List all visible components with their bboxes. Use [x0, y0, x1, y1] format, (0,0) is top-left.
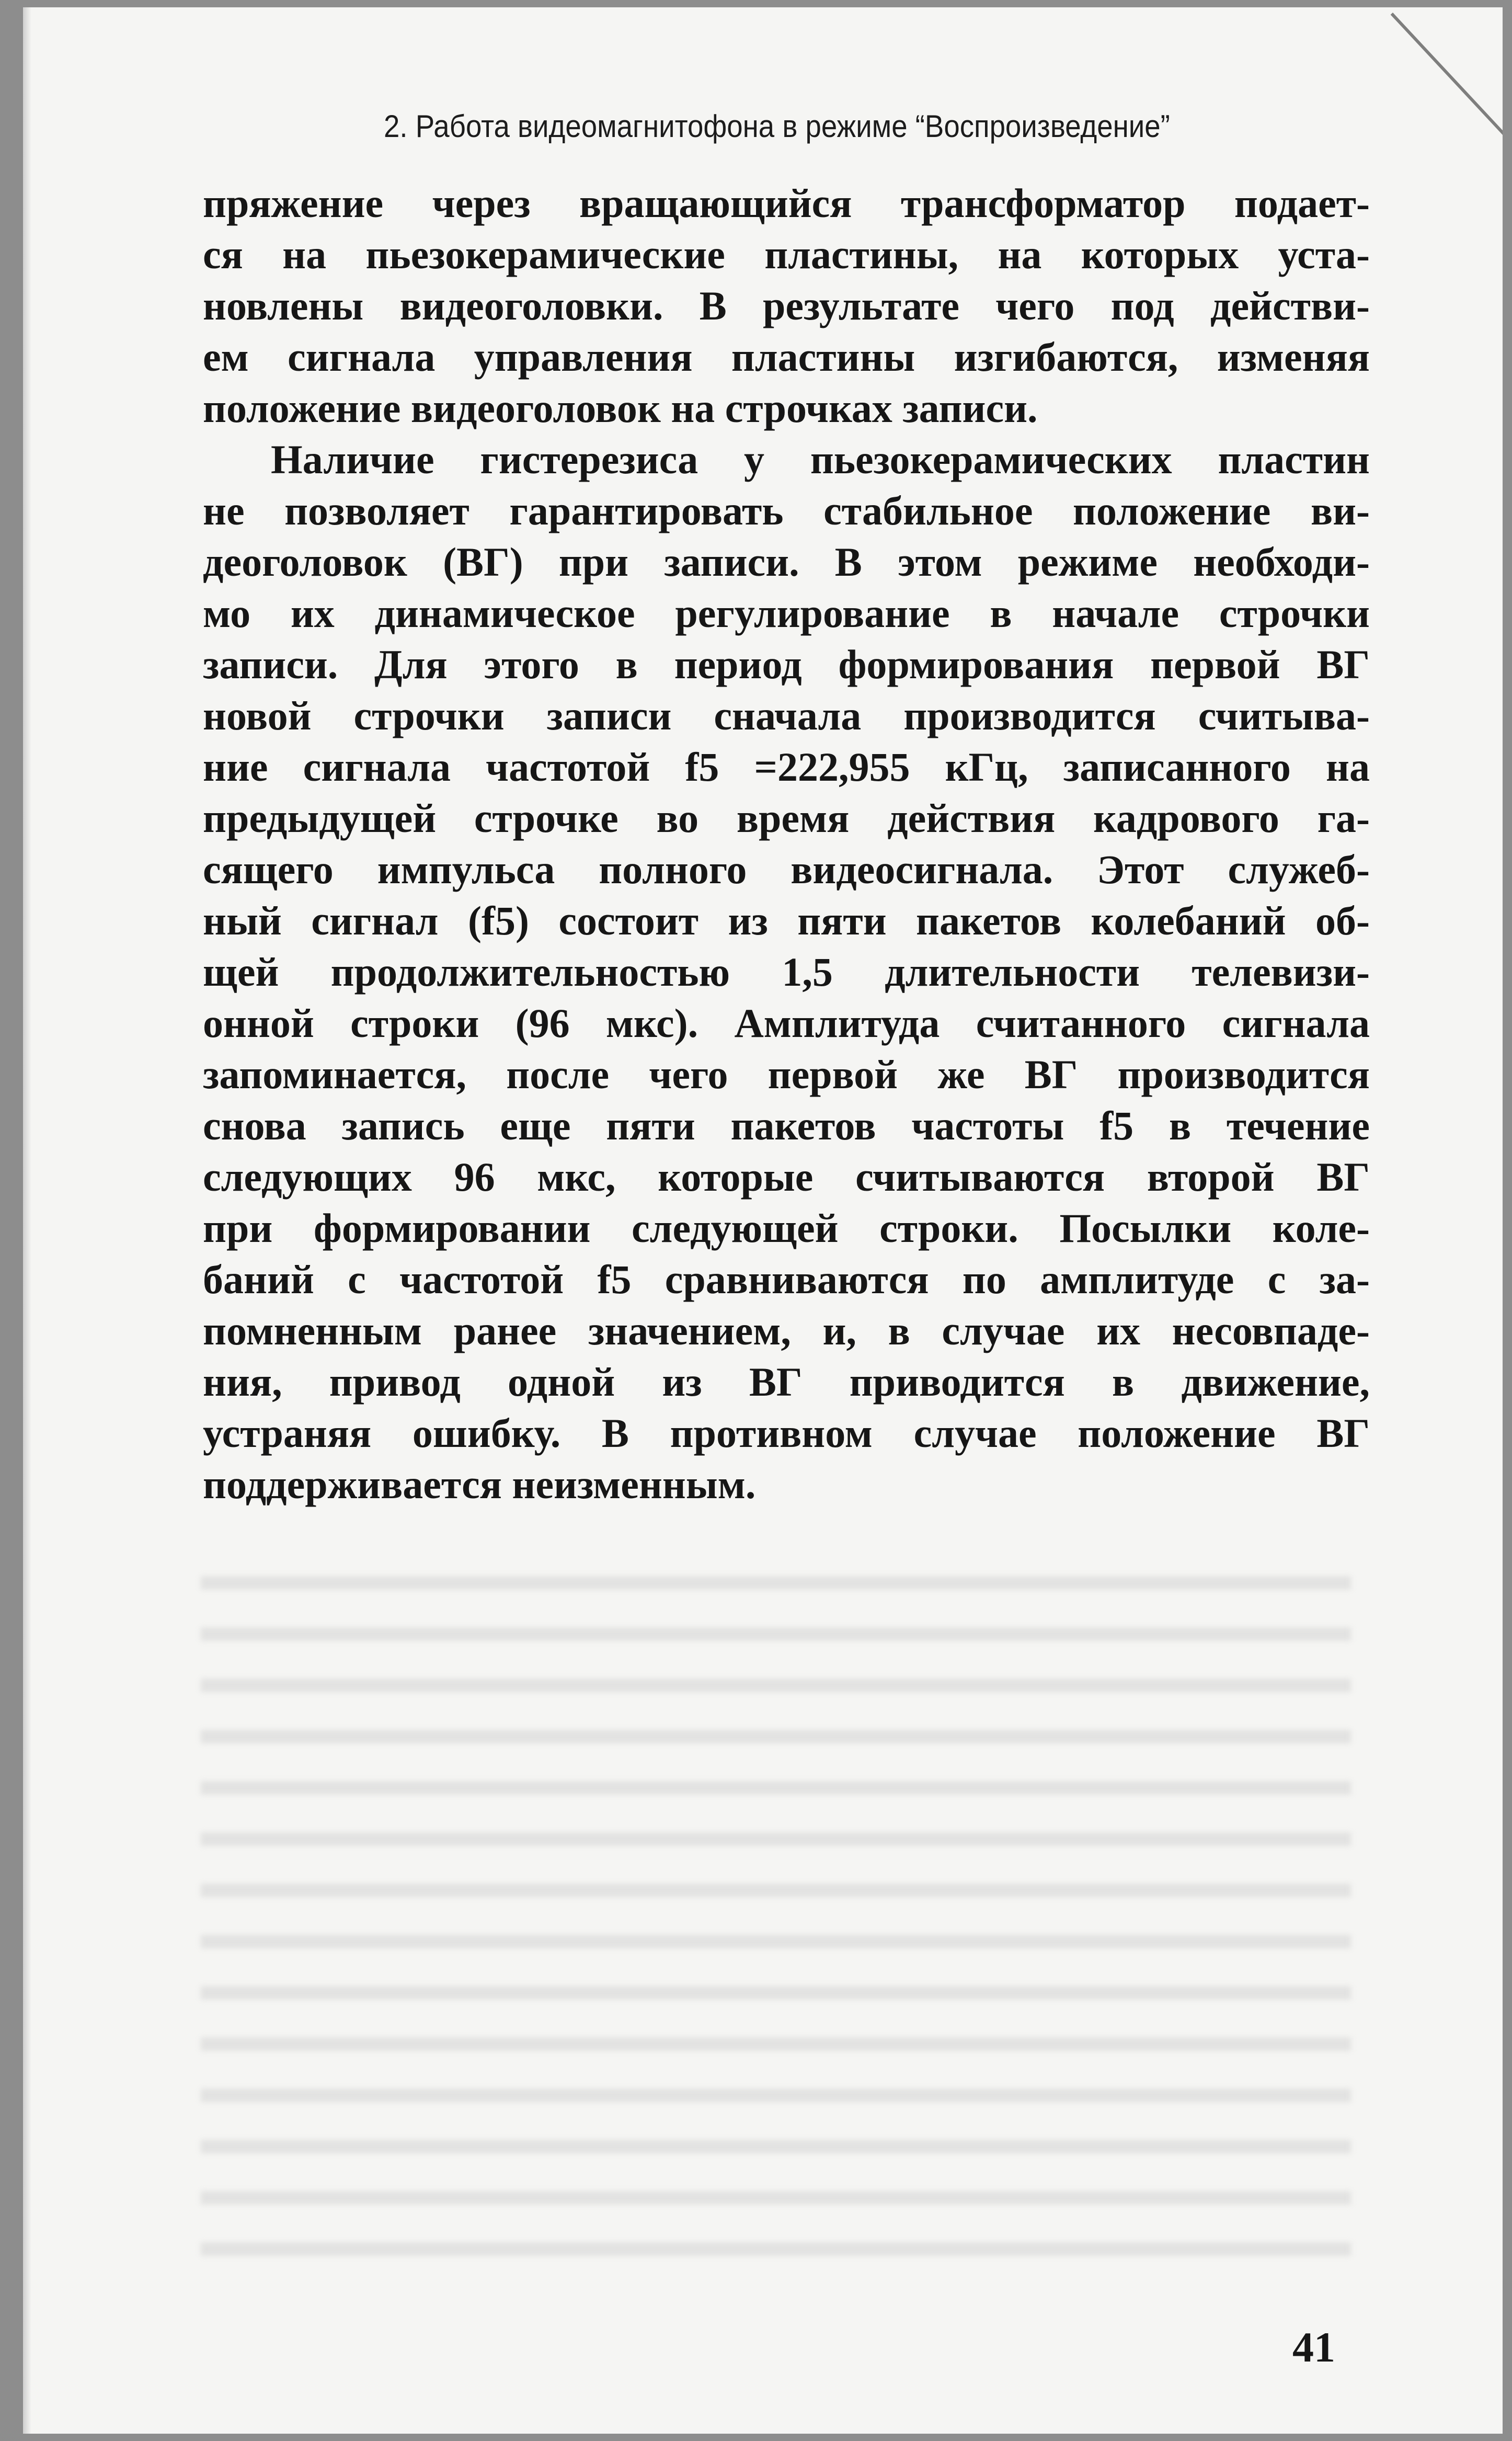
text-line: поддерживается неизменным.	[203, 1462, 756, 1507]
text-line: не позволяет гарантировать стабильное положение ви-	[203, 488, 1370, 533]
text-line: новлены видеоголовки. В результате чего под действи-	[203, 283, 1370, 328]
text-line: предыдущей строчке во время действия кадрового га-	[203, 795, 1370, 841]
text-line: ный сигнал (f5) состоит из пяти пакетов колебаний об-	[203, 898, 1370, 943]
text-line: ем сигнала управления пластины изгибаются, изменяя	[203, 334, 1370, 380]
text-line: пряжение через вращающийся трансформатор подает-	[203, 180, 1370, 226]
text-line: ния, привод одной из ВГ приводится в движение,	[203, 1359, 1370, 1405]
text-line-paragraph-start: Наличие гистерезиса у пьезокерамических пластин	[271, 437, 1370, 482]
running-header: 2. Работа видеомагнитофона в режиме “Воспроизведение”	[384, 109, 1170, 144]
text-line: мо их динамическое регулирование в начале строчки	[203, 590, 1370, 636]
show-through-text-bleed	[201, 1555, 1351, 2266]
text-line: онной строки (96 мкс). Амплитуда считанного сигнала	[203, 1000, 1370, 1046]
text-line: запоминается, после чего первой же ВГ производится	[203, 1052, 1370, 1097]
book-page	[23, 7, 1503, 2434]
body-text	[203, 178, 1370, 1510]
text-line: ние сигнала частотой f5 =222,955 кГц, записанного на	[203, 744, 1370, 790]
text-line: помненным ранее значением, и, в случае их несовпаде-	[203, 1308, 1370, 1353]
text-line: записи. Для этого в период формирования первой ВГ	[203, 642, 1370, 687]
text-line: новой строчки записи сначала производится считыва-	[203, 693, 1370, 738]
text-line: положение видеоголовок на строчках записи.	[203, 385, 1038, 431]
text-line: баний с частотой f5 сравниваются по амплитуде с за-	[203, 1257, 1370, 1302]
text-line: следующих 96 мкс, которые считываются второй ВГ	[203, 1154, 1370, 1200]
text-line: ся на пьезокерамические пластины, на которых уста-	[203, 232, 1370, 277]
text-line: при формировании следующей строки. Посылки коле-	[203, 1205, 1370, 1251]
text-line: сящего импульса полного видеосигнала. Этот служеб-	[203, 847, 1370, 892]
page-number: 41	[1292, 2323, 1335, 2371]
text-line: деоголовок (ВГ) при записи. В этом режиме необходи-	[203, 539, 1370, 585]
text-line: снова запись еще пяти пакетов частоты f5 в течение	[203, 1103, 1370, 1148]
text-line: устраняя ошибку. В противном случае положение ВГ	[203, 1410, 1370, 1456]
page-left-edge-shadow	[23, 7, 31, 2434]
page-corner-fold	[1391, 13, 1503, 141]
text-line: щей продолжительностью 1,5 длительности телевизи-	[203, 949, 1370, 995]
